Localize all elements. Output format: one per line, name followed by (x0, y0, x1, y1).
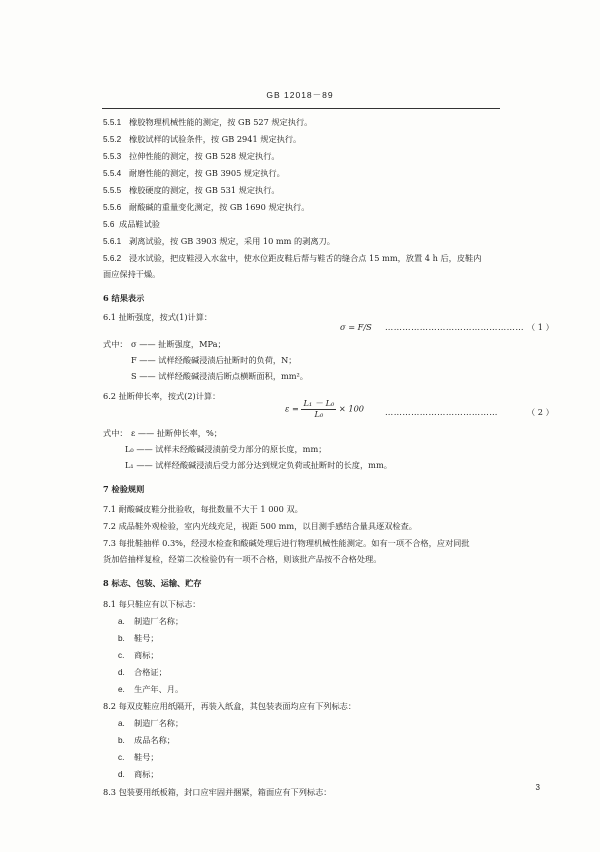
clause-5-6-2: 5.6.2 浸水试验，把皮鞋浸入水盆中，使水位距皮鞋后帮与鞋舌的缝合点 15 mm，放置 4 h 后，皮鞋内 (103, 253, 482, 263)
list-item: c. 鞋号； (118, 752, 159, 762)
where-1: 式中： (103, 339, 128, 349)
clause-5-5-6: 5.5.6 耐酸碱的重量变化测定，按 GB 1690 规定执行。 (103, 202, 310, 212)
clause-8-1: 8.1 每只鞋应有以下标志： (103, 599, 201, 609)
clause-5-5-1: 5.5.1 橡胶物理机械性能的测定，按 GB 527 规定执行。 (103, 117, 313, 127)
clause-8-3: 8.3 包装要用纸板箱，封口应牢固并捆紧，箱面应有下列标志： (103, 787, 332, 797)
page-number: 3 (535, 783, 540, 792)
list-item: a. 制造厂名称； (118, 616, 184, 626)
clause-6-2: 6.2 扯断伸长率，按式(2)计算： (103, 391, 221, 401)
list-item: c. 商标； (118, 650, 159, 660)
clause-5-5-3: 5.5.3 拉伸性能的测定，按 GB 528 规定执行。 (103, 151, 280, 161)
list-item: e. 生产年、月。 (118, 684, 184, 694)
var-L1: L₁ —— 试样经酸碱浸渍后受力部分达到规定负荷或扯断时的长度，mm。 (125, 460, 392, 470)
list-item: d. 合格证； (118, 667, 167, 677)
var-sigma: σ —— 扯断强度，MPa； (131, 339, 226, 349)
formula-1-number: （ 1 ） (527, 322, 554, 332)
var-F: F —— 试样经酸碱浸渍后扯断时的负荷，N； (131, 355, 297, 365)
where-2: 式中： (103, 428, 128, 438)
header-rule (102, 108, 500, 109)
var-S: S —— 试样经酸碱浸渍后断点横断面积，mm²。 (131, 371, 308, 381)
clause-6-1: 6.1 扯断强度，按式(1)计算： (103, 312, 213, 322)
section-6-title: 6 结果表示 (103, 293, 145, 303)
list-item: b. 鞋号； (118, 633, 159, 643)
formula-1-leader: ………………………………………… (385, 322, 524, 332)
clause-7-3: 7.3 每批鞋抽样 0.3%，经浸水检查和酸碱处理后进行物理机械性能测定。如有一项不合格，应对同批 (103, 538, 470, 548)
clause-7-2: 7.2 成品鞋外观检验，室内光线充足，视距 500 mm，以目测手感结合量具逐双检查。 (103, 521, 417, 531)
var-epsilon: ε —— 扯断伸长率，%； (131, 428, 222, 438)
clause-5-5-5: 5.5.5 橡胶硬度的测定，按 GB 531 规定执行。 (103, 185, 280, 195)
list-item: d. 商标； (118, 769, 159, 779)
formula-2: ε = $\frac{\text{L₁ － L₀}}{\text{L₀}}$ × 100 (285, 398, 365, 419)
clause-8-2: 8.2 每双皮鞋应用纸隔开，再装入纸盒，其包装表面均应有下列标志： (103, 701, 357, 711)
clause-7-3-cont: 货加倍抽样复检，经第二次检验仍有一项不合格，则该批产品按不合格处理。 (103, 554, 382, 564)
clause-7-1: 7.1 耐酸碱皮鞋分批验收，每批数量不大于 1 000 双。 (103, 504, 303, 514)
clause-5-5-2: 5.5.2 橡胶试样的试验条件，按 GB 2941 规定执行。 (103, 134, 302, 144)
formula-2-fraction: $\frac{\text{L₁ － L₀}}{\text{L₀}}$ (303, 398, 335, 419)
page-header-code: GB 12018－89 (266, 90, 334, 100)
var-L0: L₀ —— 试样未经酸碱浸渍前受力部分的原长度，mm； (125, 444, 327, 454)
clause-5-5-4: 5.5.4 耐磨性能的测定，按 GB 3905 规定执行。 (103, 168, 285, 178)
clause-5-6-1: 5.6.1 剥离试验，按 GB 3903 规定，采用 10 mm 的剥离刀。 (103, 236, 335, 246)
formula-1: σ = F/S (340, 322, 372, 332)
section-8-title: 8 标志、包装、运输、贮存 (103, 578, 202, 588)
list-item: a. 制造厂名称； (118, 718, 184, 728)
formula-2-number: （ 2 ） (527, 407, 554, 417)
clause-5-6-2-cont: 面应保持干燥。 (103, 269, 161, 279)
list-item: b. 成品名称； (118, 735, 175, 745)
section-7-title: 7 检验规则 (103, 484, 145, 494)
clause-5-6: 5.6 成品鞋试验 (103, 219, 160, 229)
formula-2-leader: ………………………………… (385, 407, 498, 417)
